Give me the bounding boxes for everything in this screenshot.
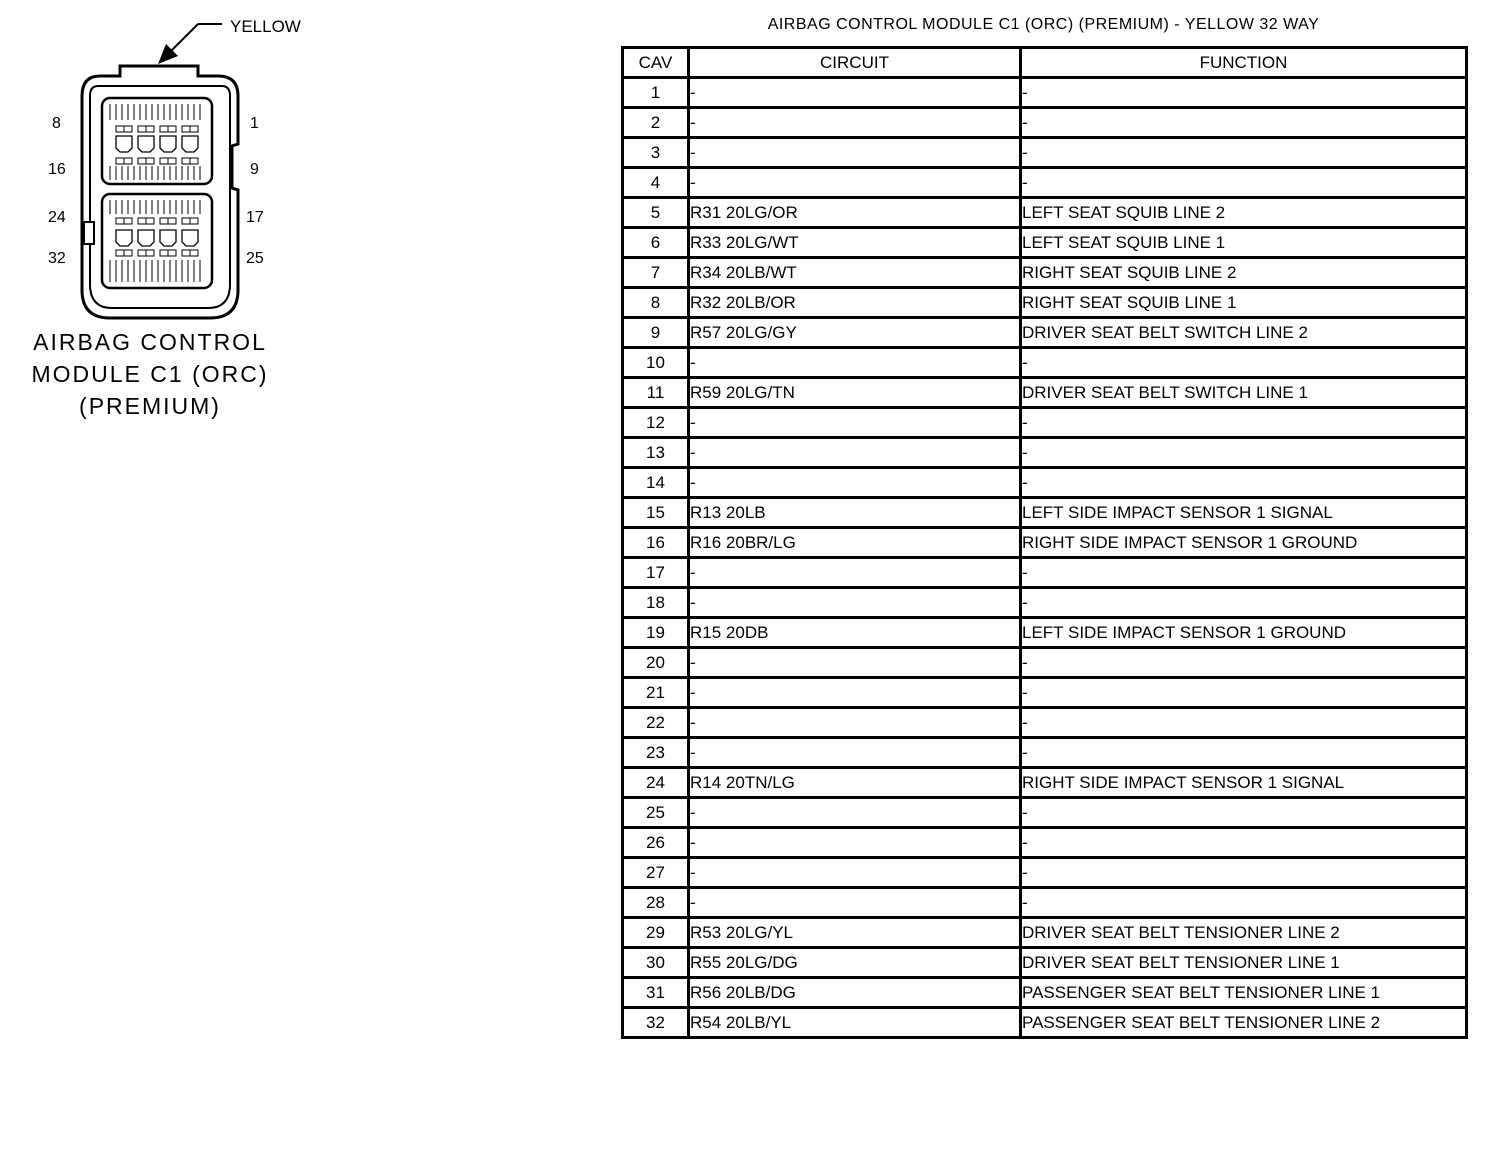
table-row bbox=[623, 258, 1467, 288]
table-row bbox=[623, 888, 1467, 918]
cell-function: - bbox=[1021, 348, 1467, 378]
table-row bbox=[623, 768, 1467, 798]
cell-cav: 13 bbox=[623, 438, 689, 468]
terminal-slot bbox=[138, 126, 146, 132]
terminal-slot bbox=[138, 158, 146, 164]
cell-circuit: - bbox=[689, 108, 1021, 138]
terminal-slot bbox=[146, 218, 154, 224]
cell-function: DRIVER SEAT BELT SWITCH LINE 2 bbox=[1021, 318, 1467, 348]
cell-cav: 9 bbox=[623, 318, 689, 348]
cell-circuit: - bbox=[689, 678, 1021, 708]
cell-function: - bbox=[1021, 438, 1467, 468]
terminal-slot bbox=[160, 218, 168, 224]
cell-cav: 10 bbox=[623, 348, 689, 378]
cell-circuit: - bbox=[689, 168, 1021, 198]
pin-label-16: 16 bbox=[48, 161, 66, 178]
cell-circuit: - bbox=[689, 138, 1021, 168]
cell-cav: 30 bbox=[623, 948, 689, 978]
table-row bbox=[623, 498, 1467, 528]
pin-label-8: 8 bbox=[52, 115, 61, 132]
terminal-cavity bbox=[138, 230, 154, 246]
cell-cav: 22 bbox=[623, 708, 689, 738]
cell-circuit: R55 20LG/DG bbox=[689, 948, 1021, 978]
terminal-slot bbox=[160, 250, 168, 256]
cell-circuit: - bbox=[689, 438, 1021, 468]
cell-cav: 16 bbox=[623, 528, 689, 558]
terminal-slot bbox=[182, 218, 190, 224]
terminal-slot bbox=[116, 158, 124, 164]
table-row bbox=[623, 978, 1467, 1008]
cell-function: - bbox=[1021, 888, 1467, 918]
pin-label-1: 1 bbox=[250, 115, 259, 132]
pin-label-25: 25 bbox=[246, 250, 264, 267]
table-row bbox=[623, 798, 1467, 828]
pin-label-32: 32 bbox=[48, 250, 66, 267]
cell-cav: 27 bbox=[623, 858, 689, 888]
table-row bbox=[623, 198, 1467, 228]
terminal-slot bbox=[190, 250, 198, 256]
cell-function: - bbox=[1021, 468, 1467, 498]
upper-cavity-block bbox=[102, 98, 212, 184]
cell-function: PASSENGER SEAT BELT TENSIONER LINE 1 bbox=[1021, 978, 1467, 1008]
cell-cav: 20 bbox=[623, 648, 689, 678]
cell-circuit: R57 20LG/GY bbox=[689, 318, 1021, 348]
table-row bbox=[623, 558, 1467, 588]
cell-circuit: R56 20LB/DG bbox=[689, 978, 1021, 1008]
cell-circuit: - bbox=[689, 798, 1021, 828]
cell-function: - bbox=[1021, 798, 1467, 828]
pin-label-17: 17 bbox=[246, 209, 264, 226]
cell-circuit: - bbox=[689, 78, 1021, 108]
cell-cav: 25 bbox=[623, 798, 689, 828]
cell-function: LEFT SIDE IMPACT SENSOR 1 SIGNAL bbox=[1021, 498, 1467, 528]
terminal-cavity bbox=[160, 136, 176, 152]
lower-cavity-block bbox=[102, 194, 212, 288]
cell-function: LEFT SIDE IMPACT SENSOR 1 GROUND bbox=[1021, 618, 1467, 648]
latch-notch bbox=[84, 222, 94, 244]
cell-function: - bbox=[1021, 588, 1467, 618]
terminal-slot bbox=[190, 158, 198, 164]
table-row bbox=[623, 858, 1467, 888]
cell-function: RIGHT SEAT SQUIB LINE 1 bbox=[1021, 288, 1467, 318]
terminal-slot bbox=[168, 218, 176, 224]
cell-cav: 14 bbox=[623, 468, 689, 498]
header-circuit: CIRCUIT bbox=[689, 48, 1021, 78]
cell-circuit: R31 20LG/OR bbox=[689, 198, 1021, 228]
terminal-cavity bbox=[138, 136, 154, 152]
cell-cav: 4 bbox=[623, 168, 689, 198]
pin-label-24: 24 bbox=[48, 209, 66, 226]
connector-title-line-1: AIRBAG CONTROL bbox=[33, 329, 267, 355]
terminal-slot bbox=[138, 218, 146, 224]
cell-circuit: - bbox=[689, 708, 1021, 738]
cell-cav: 6 bbox=[623, 228, 689, 258]
terminal-slot bbox=[146, 126, 154, 132]
table-row bbox=[623, 288, 1467, 318]
cell-function: RIGHT SEAT SQUIB LINE 2 bbox=[1021, 258, 1467, 288]
cell-function: - bbox=[1021, 858, 1467, 888]
cell-circuit: R32 20LB/OR bbox=[689, 288, 1021, 318]
table-row bbox=[623, 78, 1467, 108]
cell-cav: 31 bbox=[623, 978, 689, 1008]
cell-circuit: - bbox=[689, 468, 1021, 498]
cell-circuit: - bbox=[689, 858, 1021, 888]
cell-function: - bbox=[1021, 678, 1467, 708]
terminal-slot bbox=[182, 158, 190, 164]
cell-circuit: R14 20TN/LG bbox=[689, 768, 1021, 798]
terminal-slot bbox=[168, 126, 176, 132]
cell-circuit: - bbox=[689, 828, 1021, 858]
cell-function: DRIVER SEAT BELT TENSIONER LINE 1 bbox=[1021, 948, 1467, 978]
terminal-cavity bbox=[116, 136, 132, 152]
terminal-slot bbox=[146, 250, 154, 256]
table-row bbox=[623, 618, 1467, 648]
terminal-slot bbox=[182, 126, 190, 132]
terminal-cavity bbox=[182, 230, 198, 246]
terminal-slot bbox=[124, 218, 132, 224]
table-row bbox=[623, 948, 1467, 978]
connector-housing bbox=[82, 66, 238, 318]
cell-cav: 17 bbox=[623, 558, 689, 588]
cell-circuit: R53 20LG/YL bbox=[689, 918, 1021, 948]
cell-cav: 21 bbox=[623, 678, 689, 708]
table-row bbox=[623, 588, 1467, 618]
leader-line bbox=[168, 24, 198, 54]
table-row bbox=[623, 108, 1467, 138]
cell-circuit: R54 20LB/YL bbox=[689, 1008, 1021, 1038]
header-cav: CAV bbox=[623, 48, 689, 78]
cell-cav: 32 bbox=[623, 1008, 689, 1038]
cell-circuit: - bbox=[689, 738, 1021, 768]
terminal-cavity bbox=[116, 230, 132, 246]
cell-circuit: R15 20DB bbox=[689, 618, 1021, 648]
cell-function: - bbox=[1021, 828, 1467, 858]
cell-circuit: - bbox=[689, 348, 1021, 378]
terminal-slot bbox=[168, 250, 176, 256]
terminal-slot bbox=[190, 126, 198, 132]
table-row bbox=[623, 828, 1467, 858]
cell-function: RIGHT SIDE IMPACT SENSOR 1 SIGNAL bbox=[1021, 768, 1467, 798]
table-row bbox=[623, 168, 1467, 198]
table-row bbox=[623, 468, 1467, 498]
cell-function: LEFT SEAT SQUIB LINE 2 bbox=[1021, 198, 1467, 228]
table-row bbox=[623, 678, 1467, 708]
cell-function: - bbox=[1021, 408, 1467, 438]
cell-circuit: R59 20LG/TN bbox=[689, 378, 1021, 408]
terminal-slot bbox=[124, 158, 132, 164]
cell-circuit: R34 20LB/WT bbox=[689, 258, 1021, 288]
table-row bbox=[623, 228, 1467, 258]
table-row bbox=[623, 738, 1467, 768]
terminal-slot bbox=[138, 250, 146, 256]
table-row bbox=[623, 648, 1467, 678]
cell-cav: 29 bbox=[623, 918, 689, 948]
terminal-slot bbox=[168, 158, 176, 164]
table-row bbox=[623, 528, 1467, 558]
cell-cav: 15 bbox=[623, 498, 689, 528]
header-function: FUNCTION bbox=[1021, 48, 1467, 78]
terminal-slot bbox=[116, 250, 124, 256]
terminal-slot bbox=[160, 126, 168, 132]
terminal-slot bbox=[146, 158, 154, 164]
color-label: YELLOW bbox=[230, 17, 301, 36]
table-row bbox=[623, 378, 1467, 408]
cell-cav: 1 bbox=[623, 78, 689, 108]
cell-cav: 28 bbox=[623, 888, 689, 918]
cell-function: - bbox=[1021, 78, 1467, 108]
cell-cav: 18 bbox=[623, 588, 689, 618]
cell-function: DRIVER SEAT BELT SWITCH LINE 1 bbox=[1021, 378, 1467, 408]
cell-function: RIGHT SIDE IMPACT SENSOR 1 GROUND bbox=[1021, 528, 1467, 558]
cell-function: - bbox=[1021, 648, 1467, 678]
table-row bbox=[623, 318, 1467, 348]
cell-cav: 11 bbox=[623, 378, 689, 408]
table-row bbox=[623, 708, 1467, 738]
cell-cav: 23 bbox=[623, 738, 689, 768]
terminal-slot bbox=[160, 158, 168, 164]
cell-function: LEFT SEAT SQUIB LINE 1 bbox=[1021, 228, 1467, 258]
cell-cav: 3 bbox=[623, 138, 689, 168]
cell-function: - bbox=[1021, 708, 1467, 738]
table-header-row bbox=[623, 48, 1467, 78]
cell-circuit: - bbox=[689, 648, 1021, 678]
cell-function: DRIVER SEAT BELT TENSIONER LINE 2 bbox=[1021, 918, 1467, 948]
table-row bbox=[623, 348, 1467, 378]
terminal-slot bbox=[116, 126, 124, 132]
cell-function: - bbox=[1021, 738, 1467, 768]
cell-circuit: - bbox=[689, 588, 1021, 618]
table-row bbox=[623, 438, 1467, 468]
terminal-slot bbox=[124, 250, 132, 256]
cell-circuit: - bbox=[689, 888, 1021, 918]
connector-title-line-2: MODULE C1 (ORC) bbox=[31, 361, 269, 387]
cell-cav: 19 bbox=[623, 618, 689, 648]
cell-cav: 26 bbox=[623, 828, 689, 858]
connector-title-line-3: (PREMIUM) bbox=[79, 393, 221, 419]
cell-function: - bbox=[1021, 558, 1467, 588]
cell-circuit: - bbox=[689, 408, 1021, 438]
cell-cav: 2 bbox=[623, 108, 689, 138]
terminal-cavity bbox=[160, 230, 176, 246]
terminal-cavity bbox=[182, 136, 198, 152]
cell-circuit: R13 20LB bbox=[689, 498, 1021, 528]
terminal-slot bbox=[190, 218, 198, 224]
cell-cav: 8 bbox=[623, 288, 689, 318]
terminal-slot bbox=[182, 250, 190, 256]
cell-circuit: - bbox=[689, 558, 1021, 588]
cell-function: PASSENGER SEAT BELT TENSIONER LINE 2 bbox=[1021, 1008, 1467, 1038]
table-row bbox=[623, 918, 1467, 948]
table-row bbox=[623, 138, 1467, 168]
cell-function: - bbox=[1021, 168, 1467, 198]
cell-cav: 24 bbox=[623, 768, 689, 798]
table-row bbox=[623, 408, 1467, 438]
pin-label-9: 9 bbox=[250, 161, 259, 178]
table-title: AIRBAG CONTROL MODULE C1 (ORC) (PREMIUM) - YELLOW 32 WAY bbox=[767, 16, 1320, 33]
pinout-table bbox=[621, 46, 1468, 1039]
cell-cav: 5 bbox=[623, 198, 689, 228]
table-row bbox=[623, 1008, 1467, 1038]
cell-function: - bbox=[1021, 108, 1467, 138]
cell-circuit: R33 20LG/WT bbox=[689, 228, 1021, 258]
terminal-slot bbox=[124, 126, 132, 132]
cell-cav: 12 bbox=[623, 408, 689, 438]
cell-circuit: R16 20BR/LG bbox=[689, 528, 1021, 558]
cell-cav: 7 bbox=[623, 258, 689, 288]
terminal-slot bbox=[116, 218, 124, 224]
cell-function: - bbox=[1021, 138, 1467, 168]
